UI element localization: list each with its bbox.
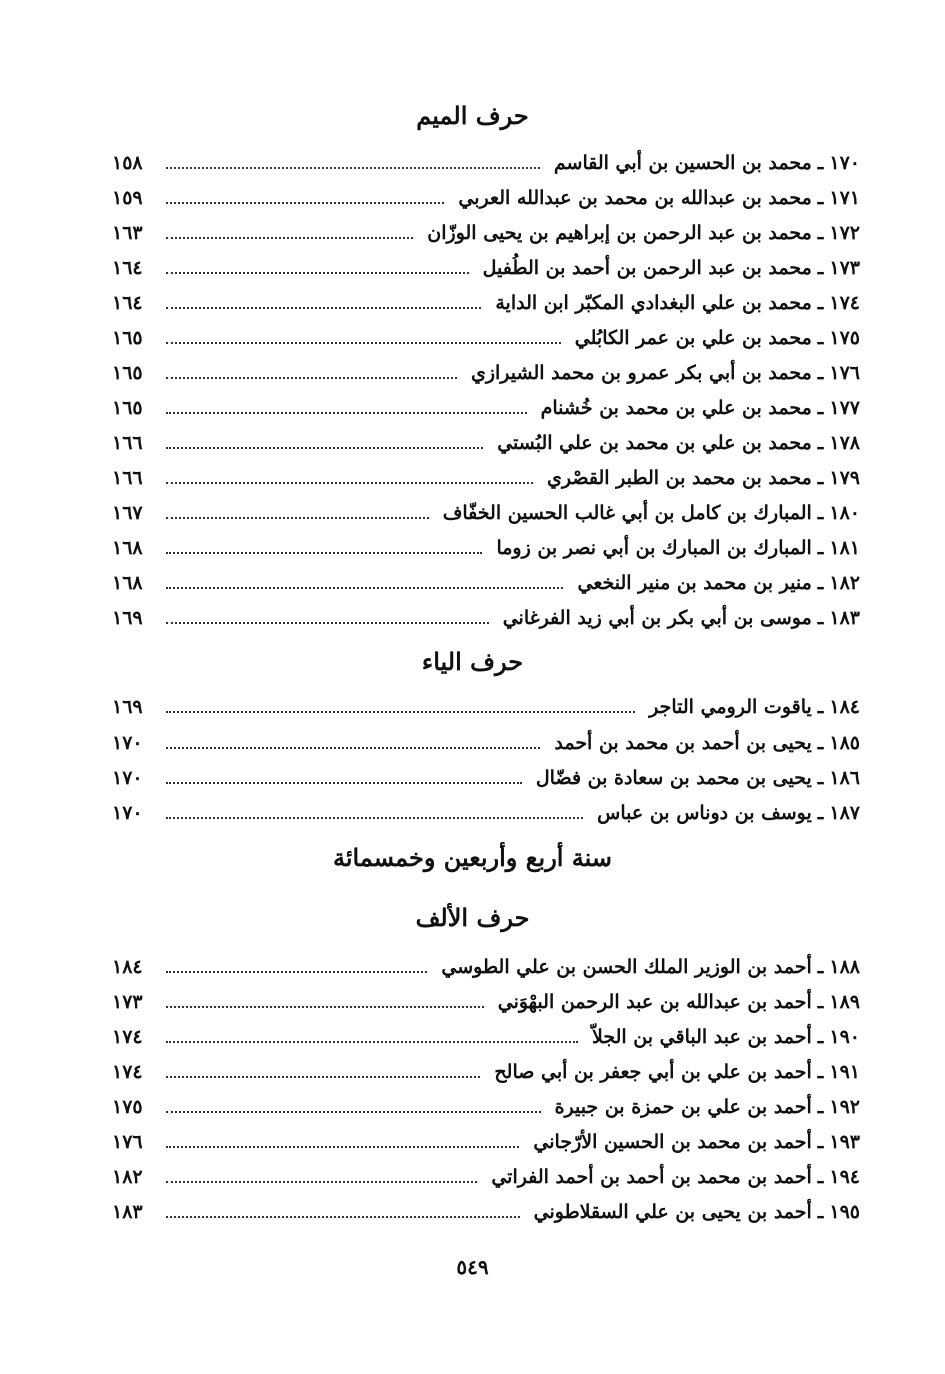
toc-entry bbox=[112, 391, 860, 421]
section-heading-alif: حرف الألف bbox=[415, 903, 530, 932]
entry-separator: ـ bbox=[817, 467, 824, 489]
entry-page: ١٧٣ bbox=[112, 991, 143, 1013]
entry-number: ١٧١ bbox=[829, 187, 860, 209]
entry-number: ١٧٧ bbox=[829, 397, 860, 419]
entry-number: ١٧٤ bbox=[829, 292, 860, 314]
entry-separator: ـ bbox=[817, 1166, 824, 1188]
toc-entry bbox=[112, 726, 860, 756]
toc-entry bbox=[112, 1160, 860, 1190]
toc-entry bbox=[112, 566, 860, 596]
section-heading-mim: حرف الميم bbox=[416, 101, 529, 130]
entry-name: محمد بن علي بن عمر الكابُلي bbox=[574, 327, 812, 349]
entry-page: ١٥٩ bbox=[112, 187, 143, 209]
entry-number: ١٧٨ bbox=[829, 432, 860, 454]
entry-separator: ـ bbox=[817, 187, 824, 209]
dot-leader bbox=[166, 1076, 480, 1078]
toc-entry bbox=[112, 181, 860, 211]
entry-name: أحمد بن علي بن أبي جعفر بن أبي صالح bbox=[494, 1061, 812, 1083]
entry-number: ١٨٧ bbox=[829, 802, 860, 824]
toc-entry bbox=[112, 950, 860, 980]
entry-number: ١٩٥ bbox=[829, 1201, 860, 1223]
entry-name: محمد بن أبي بكر عمرو بن محمد الشيرازي bbox=[470, 362, 812, 384]
entry-name: المبارك بن كامل بن أبي غالب الحسين الخفّاف bbox=[442, 502, 812, 524]
entry-number: ١٨٣ bbox=[829, 607, 860, 629]
dot-leader bbox=[166, 307, 481, 309]
entry-name: أحمد بن يحيى بن علي السقلاطوني bbox=[533, 1201, 812, 1223]
entry-name: أحمد بن عبدالله بن عبد الرحمن البهْوَني bbox=[497, 991, 812, 1013]
entry-separator: ـ bbox=[817, 292, 824, 314]
entry-number: ١٧٥ bbox=[829, 327, 860, 349]
entry-separator: ـ bbox=[817, 802, 824, 824]
entry-separator: ـ bbox=[817, 397, 824, 419]
dot-leader bbox=[166, 412, 527, 414]
entry-number: ١٧٠ bbox=[829, 152, 860, 174]
entry-page: ١٥٨ bbox=[112, 152, 143, 174]
dot-leader bbox=[166, 1146, 519, 1148]
entry-page: ١٧٠ bbox=[112, 802, 143, 824]
entry-separator: ـ bbox=[817, 257, 824, 279]
entry-separator: ـ bbox=[817, 991, 824, 1013]
entry-number: ١٨٠ bbox=[829, 502, 860, 524]
entry-separator: ـ bbox=[817, 607, 824, 629]
entry-name: محمد بن محمد بن الطبر القصْري bbox=[547, 467, 812, 489]
entry-number: ١٨٥ bbox=[829, 732, 860, 754]
dot-leader bbox=[166, 971, 427, 973]
entry-separator: ـ bbox=[817, 432, 824, 454]
entry-name: أحمد بن عبد الباقي بن الجلاّ bbox=[592, 1026, 812, 1048]
entry-number: ١٧٩ bbox=[829, 467, 860, 489]
entry-page: ١٦٥ bbox=[112, 397, 143, 419]
entry-number: ١٨٩ bbox=[829, 991, 860, 1013]
entry-separator: ـ bbox=[817, 696, 824, 718]
entry-separator: ـ bbox=[817, 152, 824, 174]
entry-number: ١٧٣ bbox=[829, 257, 860, 279]
entry-separator: ـ bbox=[817, 956, 824, 978]
toc-entry bbox=[112, 601, 860, 631]
entry-separator: ـ bbox=[817, 1131, 824, 1153]
dot-leader bbox=[166, 237, 413, 239]
entry-number: ١٨١ bbox=[829, 537, 860, 559]
entry-number: ١٧٢ bbox=[829, 222, 860, 244]
toc-entry bbox=[112, 216, 860, 246]
entry-page: ١٨٤ bbox=[112, 956, 143, 978]
dot-leader bbox=[166, 377, 457, 379]
entry-page: ١٦٤ bbox=[112, 292, 143, 314]
entry-name: محمد بن عبد الرحمن بن أحمد بن الطُفيل bbox=[482, 257, 812, 279]
dot-leader bbox=[166, 711, 635, 713]
entry-number: ١٩٢ bbox=[829, 1096, 860, 1118]
entry-separator: ـ bbox=[817, 732, 824, 754]
entry-number: ١٨٨ bbox=[829, 956, 860, 978]
entry-name: موسى بن أبي بكر بن أبي زيد الفرغاني bbox=[502, 607, 812, 629]
entry-separator: ـ bbox=[817, 1096, 824, 1118]
dot-leader bbox=[166, 1181, 477, 1183]
entry-page: ١٦٦ bbox=[112, 467, 143, 489]
entry-name: أحمد بن الوزير الملك الحسن بن علي الطوسي bbox=[441, 956, 812, 978]
entry-name: يحيى بن أحمد بن محمد بن أحمد bbox=[554, 732, 812, 754]
entry-name: محمد بن عبدالله بن محمد بن عبدالله العربي bbox=[458, 187, 812, 209]
entry-name: المبارك بن المبارك بن أبي نصر بن زوما bbox=[496, 537, 812, 559]
dot-leader bbox=[166, 272, 469, 274]
entry-name: محمد بن عبد الرحمن بن إبراهيم بن يحيى الوزّان bbox=[427, 222, 812, 244]
entry-page: ١٧٤ bbox=[112, 1061, 143, 1083]
entry-name: يحيى بن محمد بن سعادة بن فضّال bbox=[535, 767, 812, 789]
entry-page: ١٦٨ bbox=[112, 537, 143, 559]
entry-page: ١٦٤ bbox=[112, 257, 143, 279]
toc-entry bbox=[112, 690, 860, 720]
entry-page: ١٨٣ bbox=[112, 1201, 143, 1223]
dot-leader bbox=[166, 482, 533, 484]
toc-entry bbox=[112, 426, 860, 456]
entry-page: ١٧٠ bbox=[112, 732, 143, 754]
entry-name: محمد بن الحسين بن أبي القاسم bbox=[553, 152, 812, 174]
entry-page: ١٦٩ bbox=[112, 607, 143, 629]
page-number: ٥٤٩ bbox=[456, 1255, 489, 1279]
entry-separator: ـ bbox=[817, 362, 824, 384]
dot-leader bbox=[166, 622, 489, 624]
entry-number: ١٨٦ bbox=[829, 767, 860, 789]
dot-leader bbox=[166, 342, 561, 344]
entry-page: ١٦٦ bbox=[112, 432, 143, 454]
dot-leader bbox=[166, 202, 444, 204]
dot-leader bbox=[166, 1041, 578, 1043]
entry-page: ١٧٤ bbox=[112, 1026, 143, 1048]
entry-number: ١٩٠ bbox=[829, 1026, 860, 1048]
toc-entry bbox=[112, 286, 860, 316]
toc-entry bbox=[112, 356, 860, 386]
entry-separator: ـ bbox=[817, 327, 824, 349]
toc-entry bbox=[112, 985, 860, 1015]
entry-name: محمد بن علي البغدادي المكبّر ابن الداية bbox=[495, 292, 812, 314]
entry-number: ١٩٤ bbox=[829, 1166, 860, 1188]
entry-separator: ـ bbox=[817, 1061, 824, 1083]
toc-entry bbox=[112, 531, 860, 561]
entry-number: ١٩١ bbox=[829, 1061, 860, 1083]
toc-entry bbox=[112, 1090, 860, 1120]
toc-entry bbox=[112, 1055, 860, 1085]
entry-page: ١٦٥ bbox=[112, 362, 143, 384]
dot-leader bbox=[166, 747, 540, 749]
dot-leader bbox=[166, 552, 482, 554]
toc-entry bbox=[112, 461, 860, 491]
entry-name: محمد بن علي بن محمد بن خُشنام bbox=[540, 397, 812, 419]
toc-entry bbox=[112, 796, 860, 826]
dot-leader bbox=[166, 167, 540, 169]
entry-number: ١٨٢ bbox=[829, 572, 860, 594]
toc-entry bbox=[112, 761, 860, 791]
year-heading: سنة أربع وأربعين وخمسمائة bbox=[332, 843, 613, 872]
entry-name: أحمد بن محمد بن الحسين الأرّجاني bbox=[533, 1131, 812, 1153]
toc-entry bbox=[112, 321, 860, 351]
dot-leader bbox=[166, 1216, 520, 1218]
toc-entry bbox=[112, 146, 860, 176]
dot-leader bbox=[166, 1111, 541, 1113]
entry-number: ١٩٣ bbox=[829, 1131, 860, 1153]
entry-separator: ـ bbox=[817, 502, 824, 524]
dot-leader bbox=[166, 587, 563, 589]
entry-separator: ـ bbox=[817, 1201, 824, 1223]
dot-leader bbox=[166, 517, 429, 519]
entry-name: منير بن محمد بن منير النخعي bbox=[577, 572, 812, 594]
toc-entry bbox=[112, 1195, 860, 1225]
entry-separator: ـ bbox=[817, 537, 824, 559]
entry-page: ١٧٥ bbox=[112, 1096, 143, 1118]
entry-page: ١٨٢ bbox=[112, 1166, 143, 1188]
entry-separator: ـ bbox=[817, 1026, 824, 1048]
dot-leader bbox=[166, 1006, 484, 1008]
entry-name: أحمد بن محمد بن أحمد بن أحمد الفراتي bbox=[491, 1166, 812, 1188]
entry-separator: ـ bbox=[817, 222, 824, 244]
dot-leader bbox=[166, 447, 483, 449]
section-heading-ya: حرف الياء bbox=[421, 647, 524, 676]
entry-page: ١٦٣ bbox=[112, 222, 143, 244]
entry-separator: ـ bbox=[817, 767, 824, 789]
toc-entry bbox=[112, 1125, 860, 1155]
entry-page: ١٦٨ bbox=[112, 572, 143, 594]
entry-separator: ـ bbox=[817, 572, 824, 594]
entry-name: يوسف بن دوناس بن عباس bbox=[597, 802, 812, 824]
entry-number: ١٧٦ bbox=[829, 362, 860, 384]
toc-entry bbox=[112, 1020, 860, 1050]
entry-page: ١٦٧ bbox=[112, 502, 143, 524]
dot-leader bbox=[166, 782, 522, 784]
entry-name: أحمد بن علي بن حمزة بن جبيرة bbox=[554, 1096, 812, 1118]
toc-entry bbox=[112, 496, 860, 526]
entry-page: ١٦٥ bbox=[112, 327, 143, 349]
entry-page: ١٧٠ bbox=[112, 767, 143, 789]
entry-page: ١٧٦ bbox=[112, 1131, 143, 1153]
dot-leader bbox=[166, 817, 583, 819]
entry-page: ١٦٩ bbox=[112, 696, 143, 718]
entry-name: محمد بن علي بن محمد بن علي البُستي bbox=[497, 432, 812, 454]
toc-entry bbox=[112, 251, 860, 281]
entry-name: ياقوت الرومي التاجر bbox=[649, 696, 812, 718]
entry-number: ١٨٤ bbox=[829, 696, 860, 718]
